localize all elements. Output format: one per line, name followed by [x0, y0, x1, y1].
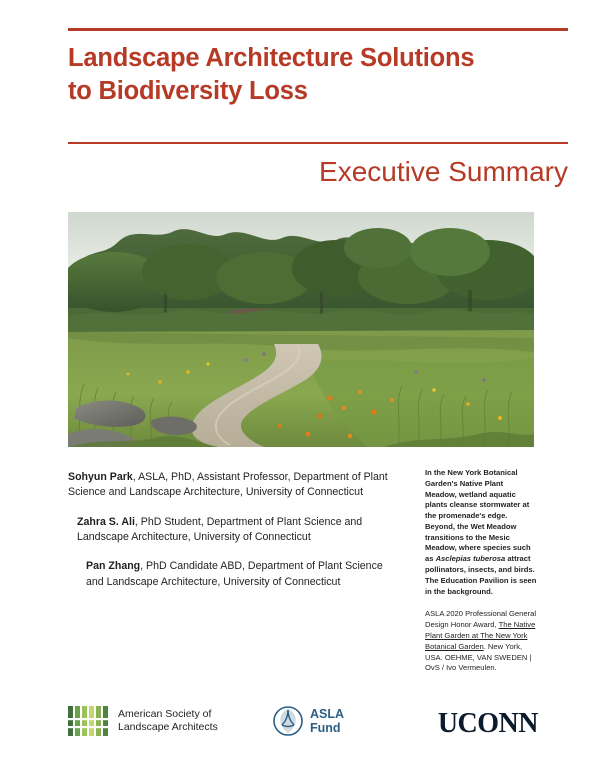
author-list	[68, 470, 398, 590]
author-entry-1	[68, 470, 398, 501]
asla-logo-text	[118, 708, 218, 735]
subtitle-divider-rule	[68, 142, 568, 144]
asla-fund-logo-text	[310, 707, 344, 736]
page-title-line-1: Landscape Architecture Solutions	[68, 44, 475, 72]
asla-logo-line-1: American Society of	[118, 707, 212, 720]
page-title	[68, 42, 568, 107]
author-entry-2	[68, 515, 398, 546]
page-title-line-2: to Biodiversity Loss	[68, 76, 308, 105]
author-name: Pan Zhang	[86, 560, 141, 573]
photo-caption-species: Asclepias tuberosa	[435, 554, 506, 564]
uconn-logo: UCONN	[437, 708, 538, 739]
photo-credit-award: ASLA 2020 Professional General Design Honor Award,	[425, 609, 537, 630]
photo-caption-part-1: In the New York Botanical Garden's Native Plant Meadow, wetland aquatic plants cleanse stormwater at the promenade's edge. Beyond, the Wet Meadow transitions to the Mesic Meadow, where species such as	[425, 468, 531, 564]
asla-fund-logo-line-1: ASLA	[310, 706, 345, 721]
author-name: Sohyun Park	[68, 471, 133, 483]
author-credentials: , ASLA, PhD, Assistant Professor, Department of Plant Science and Landscape Architecture, University of Connecticut	[68, 471, 388, 499]
photo-credit-project: The Native Plant Garden at The New York Botanical Garden	[425, 620, 536, 651]
author-entry-3	[68, 559, 398, 590]
page-subtitle: Executive Summary	[319, 156, 568, 187]
photo-caption-column	[425, 468, 537, 674]
asla-logo-line-2: Landscape Architects	[118, 721, 218, 733]
author-credentials: , PhD Student, Department of Plant Science and Landscape Architecture, University of Connecticut	[77, 515, 363, 544]
photo-credit	[425, 609, 537, 674]
photo-caption	[425, 468, 537, 597]
asla-fund-logo	[273, 706, 344, 736]
asla-logo	[68, 704, 218, 738]
asla-fund-mark-icon	[273, 706, 303, 736]
photo-caption-part-2: attract pollinators, insects, and birds. The Education Pavilion is seen in the background.	[425, 554, 537, 596]
author-credentials: , PhD Candidate ABD, Department of Plant Science and Landscape Architecture, University of Connecticut	[86, 560, 383, 588]
photo-credit-location: . New York, USA. OEHME, VAN SWEDEN | OvS / Ivo Vermeulen.	[425, 641, 532, 673]
asla-bars-icon	[68, 704, 110, 738]
author-name: Zahra S. Ali	[77, 515, 135, 528]
asla-fund-logo-line-2: Fund	[310, 721, 341, 735]
logo-row	[68, 700, 538, 750]
cover-photograph	[68, 212, 534, 447]
title-top-rule	[68, 28, 568, 31]
